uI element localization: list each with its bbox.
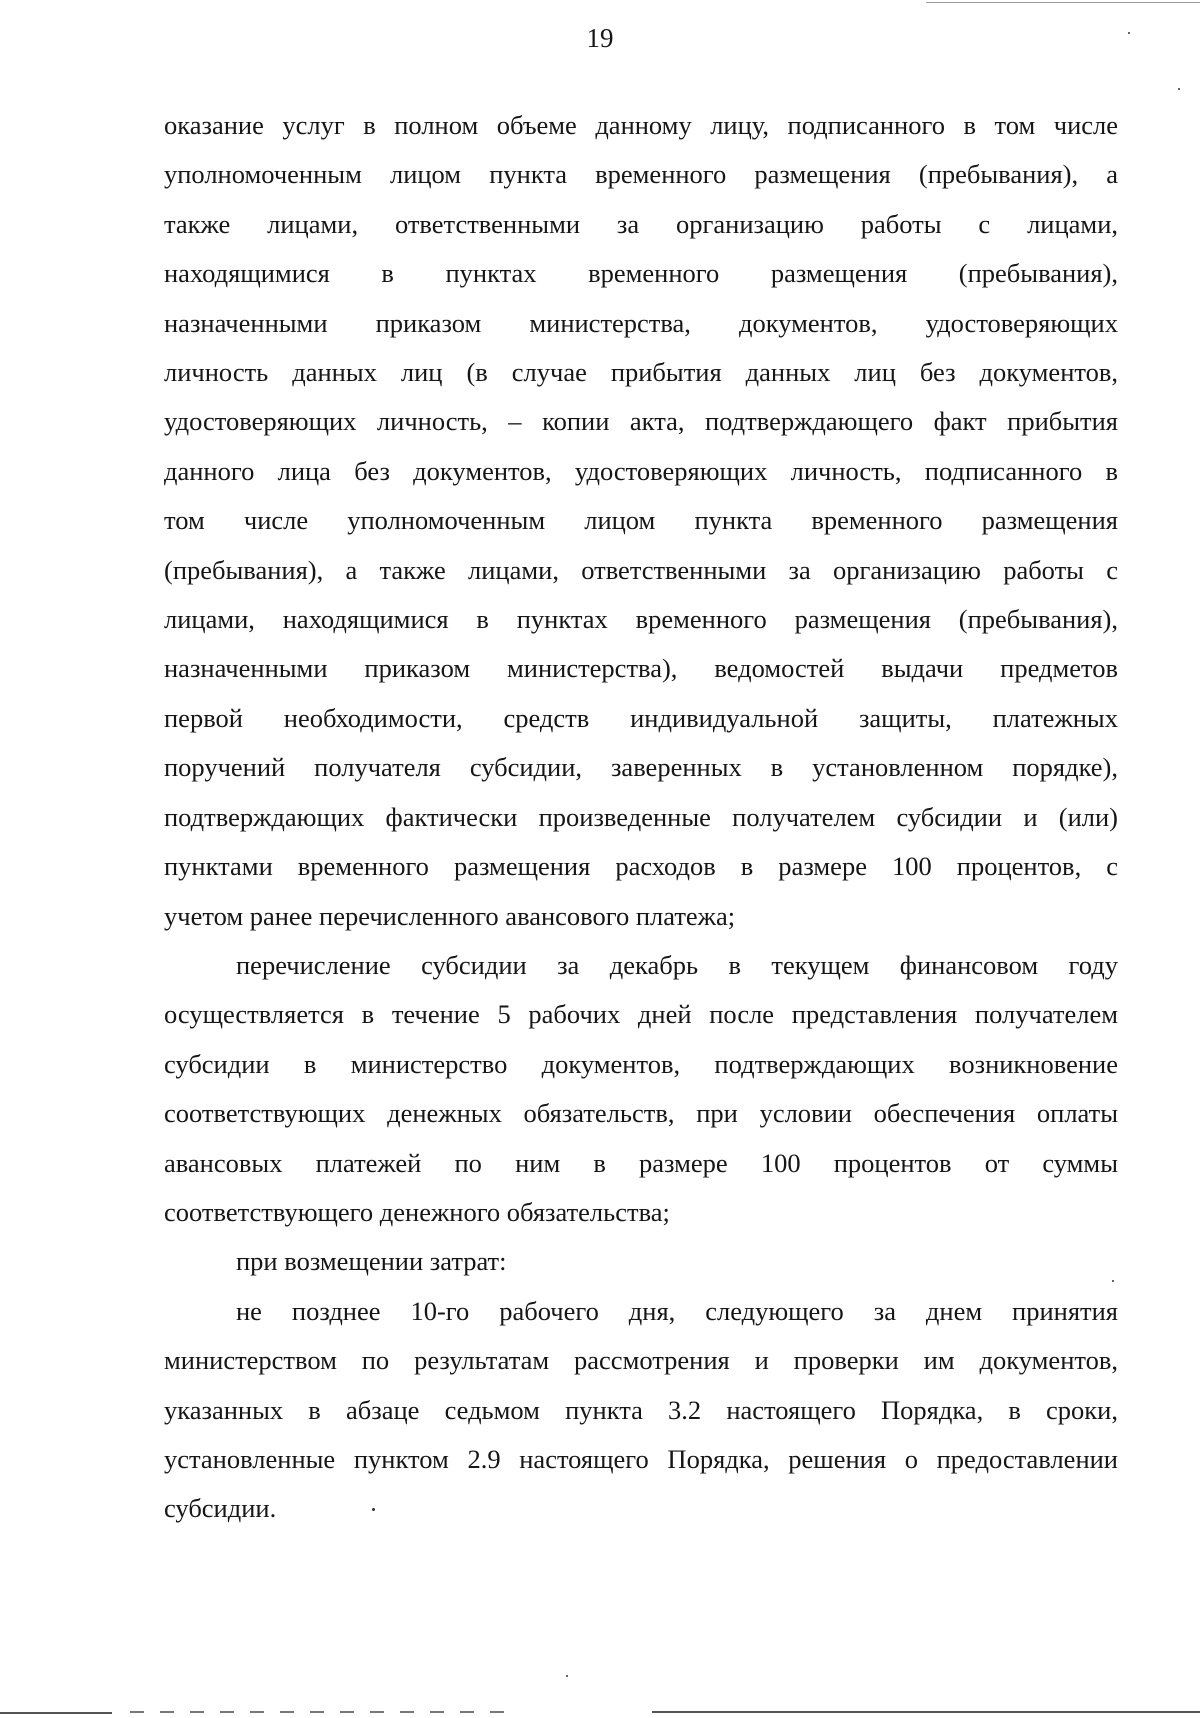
paragraph-continuation <box>164 101 1118 941</box>
text-line: авансовых платежей по ним в размере 100 процентов от суммы <box>164 1147 1118 1178</box>
top-edge-rule <box>926 2 1200 3</box>
text-line: субсидии в министерство документов, подтверждающих возникновение <box>164 1048 1118 1079</box>
scan-speck <box>1178 88 1180 90</box>
text-line: соответствующего денежного обязательства; <box>164 1196 670 1227</box>
text-line: поручений получателя субсидии, заверенных в установленном порядке), <box>164 752 1118 783</box>
text-line: подтверждающих фактически произведенные получателем субсидии и (или) <box>164 801 1118 832</box>
bottom-edge-rule <box>652 1711 1200 1713</box>
document-body <box>164 101 1118 1534</box>
scan-speck <box>566 1675 568 1677</box>
text-line: перечисление субсидии за декабрь в текущем финансовом году <box>236 949 1118 980</box>
scan-speck <box>1112 1280 1114 1282</box>
paragraph-cost-reimbursement-heading <box>164 1237 1118 1286</box>
text-line: также лицами, ответственными за организацию работы с лицами, <box>164 208 1118 239</box>
text-line: пунктами временного размещения расходов в размере 100 процентов, с <box>164 851 1118 882</box>
text-line: первой необходимости, средств индивидуальной защиты, платежных <box>164 702 1118 733</box>
page-number: 19 <box>586 23 614 53</box>
scan-speck <box>1128 32 1130 34</box>
text-line: установленные пунктом 2.9 настоящего Порядка, решения о предоставлении <box>164 1443 1118 1474</box>
text-line: удостоверяющих личность, – копии акта, подтверждающего факт прибытия <box>164 406 1118 437</box>
text-line: уполномоченным лицом пункта временного размещения (пребывания), а <box>164 159 1118 190</box>
text-line: находящимися в пунктах временного размещения (пребывания), <box>164 258 1118 289</box>
text-line: назначенными приказом министерства), ведомостей выдачи предметов <box>164 653 1118 684</box>
text-line: данного лица без документов, удостоверяющих личность, подписанного в <box>164 455 1118 486</box>
text-line: не позднее 10-го рабочего дня, следующего за днем принятия <box>236 1295 1118 1326</box>
paragraph-deadline <box>164 1287 1118 1534</box>
text-line: назначенными приказом министерства, документов, удостоверяющих <box>164 307 1118 338</box>
text-line: (пребывания), а также лицами, ответственными за организацию работы с <box>164 554 1118 585</box>
text-line: личность данных лиц (в случае прибытия данных лиц без документов, <box>164 357 1118 388</box>
text-line: оказание услуг в полном объеме данному лицу, подписанного в том числе <box>164 110 1118 140</box>
scan-speck <box>372 1508 375 1511</box>
text-line: субсидии. <box>164 1493 277 1524</box>
text-line: осуществляется в течение 5 рабочих дней после представления получателем <box>164 999 1118 1030</box>
text-line: указанных в абзаце седьмом пункта 3.2 настоящего Порядка, в сроки, <box>164 1394 1118 1425</box>
text-line: том числе уполномоченным лицом пункта временного размещения <box>164 505 1118 536</box>
bottom-edge-dashes <box>130 1711 520 1713</box>
bottom-edge-rule <box>0 1712 112 1714</box>
text-line: учетом ранее перечисленного авансового платежа; <box>164 900 736 931</box>
text-line: при возмещении затрат: <box>236 1246 507 1277</box>
text-line: лицами, находящимися в пунктах временного размещения (пребывания), <box>164 604 1118 635</box>
text-line: министерством по результатам рассмотрения и проверки им документов, <box>164 1345 1118 1376</box>
text-line: соответствующих денежных обязательств, при условии обеспечения оплаты <box>164 1098 1118 1129</box>
paragraph-december-transfer <box>164 941 1118 1237</box>
